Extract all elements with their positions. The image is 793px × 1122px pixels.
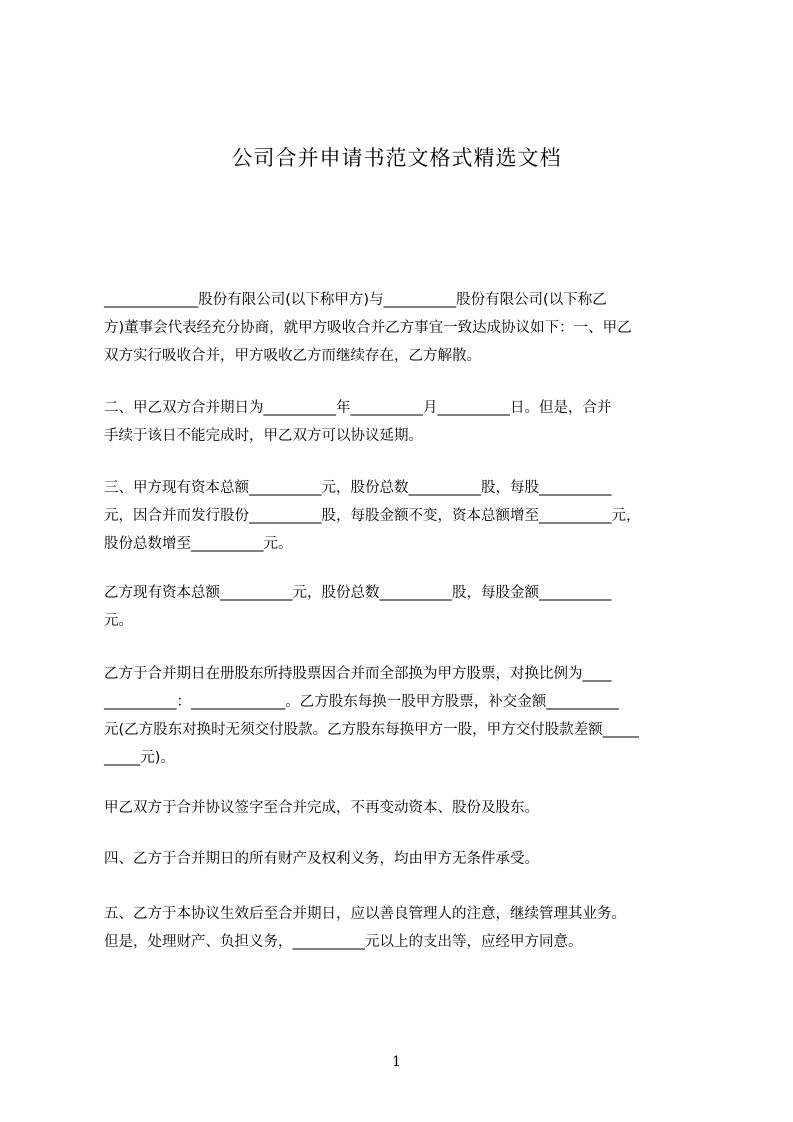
- paragraph-line: 元，因合并而发行股份__________股，每股金额不变，资本总额增至__________元，: [104, 508, 641, 524]
- paragraph-8: [104, 900, 704, 956]
- paragraph-line: 乙方现有资本总额__________元，股份总数__________股，每股金额__________: [104, 585, 612, 601]
- paragraph-line: 双方实行吸收合并，甲方吸收乙方而继续存在，乙方解散。: [104, 348, 481, 364]
- paragraph-5: [104, 660, 704, 772]
- paragraph-line: 四、乙方于合并期日的所有财产及权利义务，均由甲方无条件承受。: [104, 851, 539, 867]
- paragraph-2: [104, 394, 704, 450]
- paragraph-line: 元(乙方股东对换时无须交付股款。乙方股东每换甲方一股，甲方交付股款差额_____: [104, 722, 639, 738]
- paragraph-3: [104, 474, 704, 558]
- paragraph-6: [104, 794, 704, 822]
- paragraph-1: [104, 286, 704, 370]
- paragraph-line: 方)董事会代表经充分协商，就甲方吸收合并乙方事宜一致达成协议如下：一、甲乙: [104, 320, 632, 336]
- paragraph-7: [104, 845, 704, 873]
- paragraph-4: [104, 579, 704, 635]
- paragraph-line: __________：_____________。乙方股东每换一股甲方股票，补交金额__________: [104, 694, 619, 710]
- paragraph-line: _____________股份有限公司(以下称甲方)与__________股份有限公司(以下称乙: [104, 292, 607, 308]
- paragraph-line: 甲乙双方于合并协议签字至合并完成，不再变动资本、股份及股东。: [104, 800, 539, 816]
- paragraph-line: 股份总数增至__________元。: [104, 536, 293, 552]
- paragraph-line: _____元)。: [104, 750, 175, 766]
- paragraph-line: 手续于该日不能完成时，甲乙双方可以协议延期。: [104, 428, 423, 444]
- paragraph-line: 二、甲乙双方合并期日为__________年__________月__________日。但是，合并: [104, 400, 612, 416]
- paragraph-line: 三、甲方现有资本总额__________元，股份总数__________股，每股__________: [104, 480, 612, 496]
- document-title: 公司合并申请书范文格式精选文档: [231, 146, 562, 170]
- paragraph-line: 乙方于合并期日在册股东所持股票因合并而全部换为甲方股票，对换比例为____: [104, 666, 612, 682]
- paragraph-line: 元。: [104, 613, 133, 629]
- page-number: 1: [392, 1054, 401, 1070]
- paragraph-line: 五、乙方于本协议生效后至合并期日，应以善良管理人的注意，继续管理其业务。: [104, 906, 626, 922]
- paragraph-line: 但是，处理财产、负担义务，__________元以上的支出等，应经甲方同意。: [104, 934, 583, 950]
